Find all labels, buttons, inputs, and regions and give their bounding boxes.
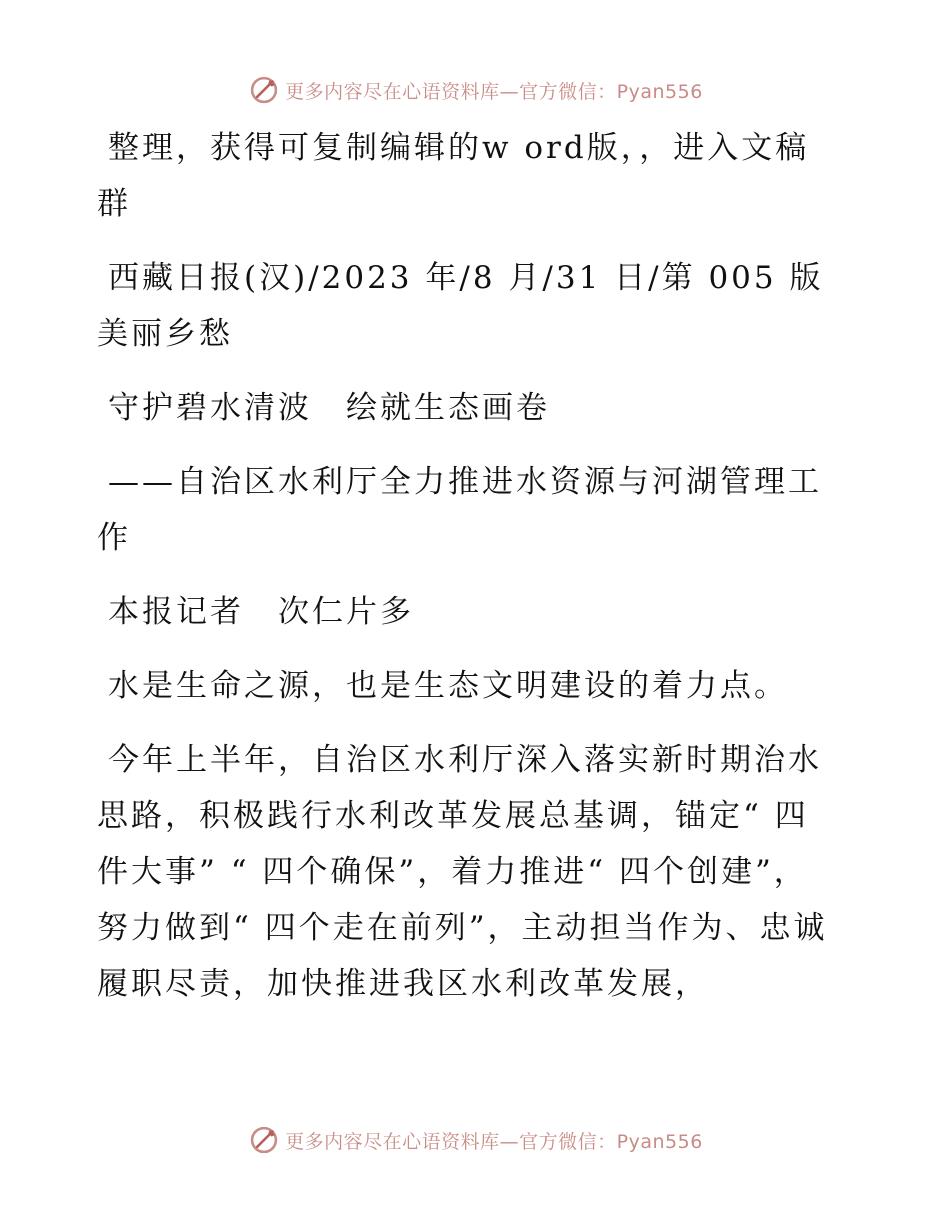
document-body (97, 120, 837, 1030)
watermark-text: 更多内容尽在心语资料库—官方微信：Pyan556 (285, 80, 703, 103)
watermark-text: 更多内容尽在心语资料库—官方微信：Pyan556 (285, 1130, 703, 1153)
article-title: 守护碧水清波 绘就生态画卷 (108, 390, 550, 426)
footer-watermark (0, 1120, 950, 1160)
paragraph-intro-note: 整理，获得可复制编辑的w ord版，，进入文稿群 (97, 130, 810, 222)
header-watermark (0, 70, 950, 110)
paragraph-lead: 水是生命之源，也是生态文明建设的着力点。 (108, 668, 788, 704)
paragraph-body: 今年上半年，自治区水利厅深入落实新时期治水思路，积极践行水利改革发展总基调，锚定“ 四件大事” “ 四个确保”，着力推进“ 四个创建”，努力做到“ 四个走在前列”，主动担当作为、忠诚履职尽责，加快推进我区水利改革发展， (97, 742, 828, 1002)
article-subtitle: ——自治区水利厅全力推进水资源与河湖管理工作 (97, 464, 822, 556)
pen-logo-icon (247, 73, 281, 107)
article-byline: 本报记者 次仁片多 (108, 594, 414, 630)
paragraph-source: 西藏日报(汉)/2023 年/8 月/31 日/第 005 版美丽乡愁 (97, 260, 824, 352)
pen-logo-icon (247, 1123, 281, 1157)
